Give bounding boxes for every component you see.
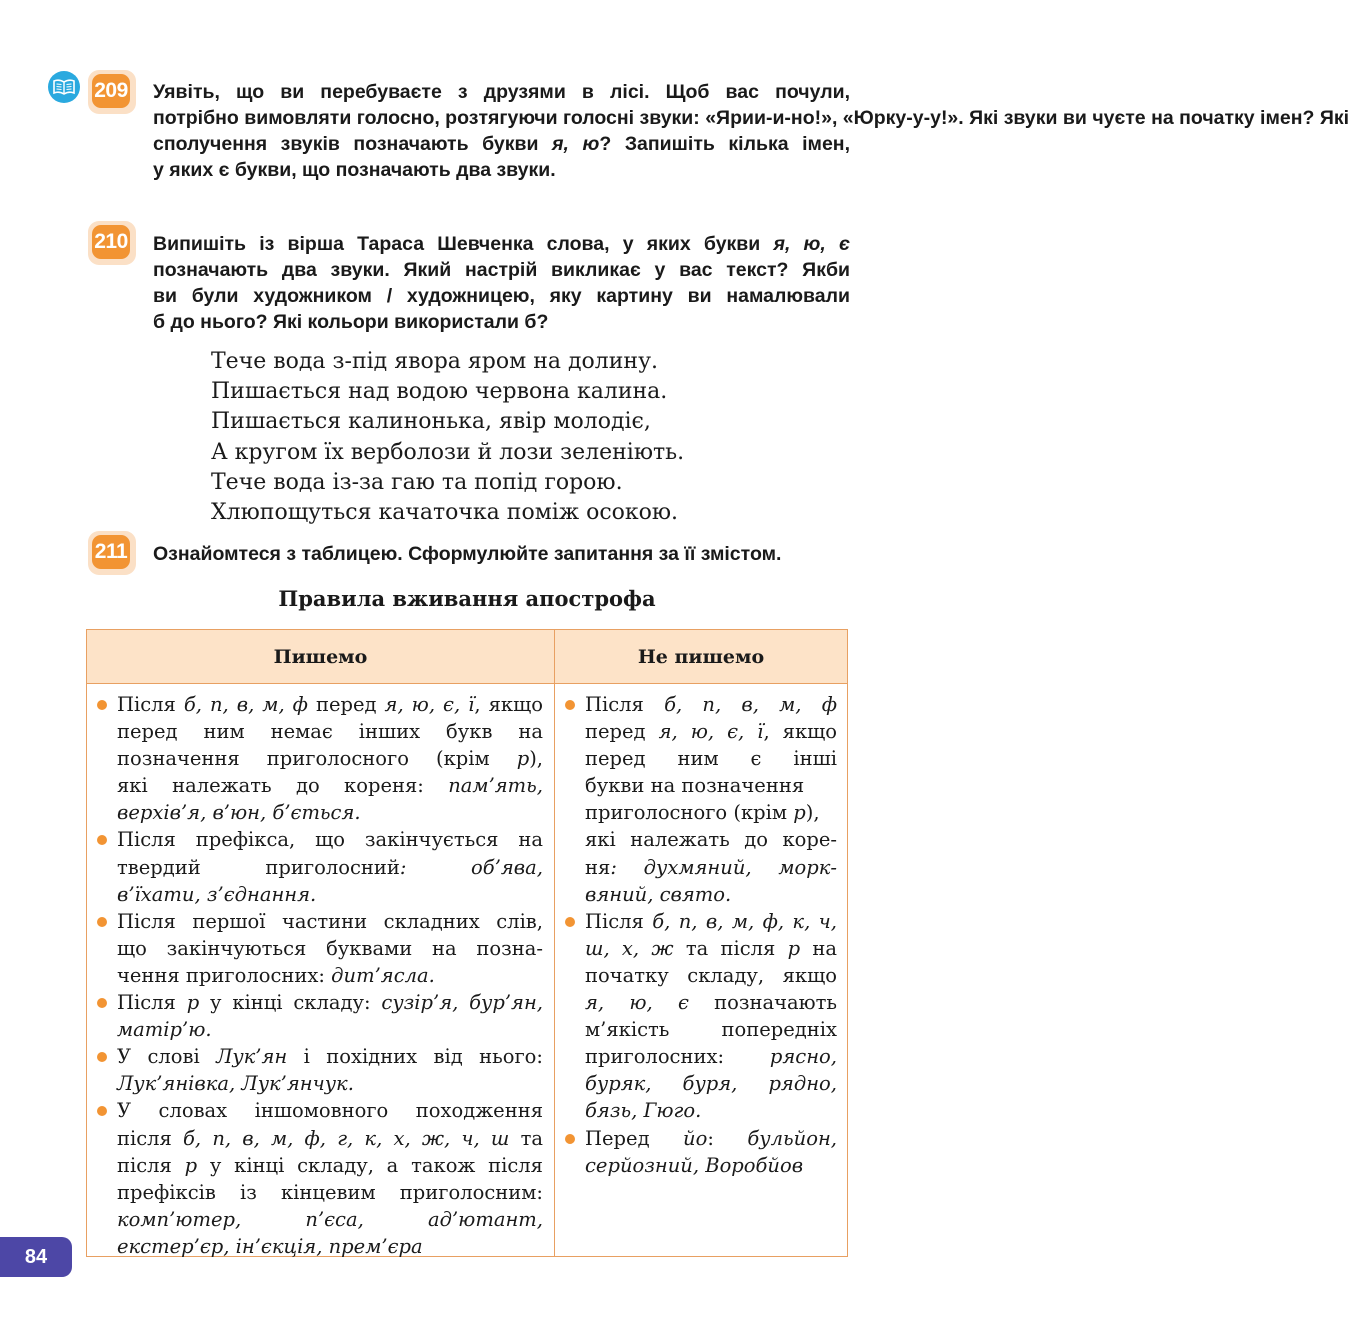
rule-item: У слові Лук’ян і похідних від нього: Лук’янівка, Лук’янчук.: [117, 1043, 543, 1097]
task-210-text: Випишіть із вірша Тараса Шевченка слова, у яких букви я, ю, є позначають два звуки. Який настрій викликає у вас текст? Якби ви були художником / художницею, яку картину ви намалювали б до нього? Які кольори використали б?: [153, 233, 850, 333]
table-title: Правила вживання апострофа: [278, 586, 656, 611]
task-209-line: сполучення звуків позначають букви я, ю? Запишіть кілька імен,: [153, 133, 850, 155]
poem-line: Тече вода із-за гаю та попід горою.: [211, 469, 623, 495]
task-211-text: Ознайомтеся з таблицею. Сформулюйте запитання за її змістом.: [153, 543, 782, 565]
bullet-dot: [97, 998, 107, 1008]
bullet-dot: [565, 1134, 575, 1144]
poem-line: Пишається калинонька, явір молодіє,: [211, 409, 651, 435]
page-number: 84: [0, 1237, 72, 1277]
rule-item: Після р у кінці складу: сузір’я, бур’ян, матір’ю.: [117, 989, 543, 1043]
rules-table: [86, 629, 848, 1257]
rule-item: Після б, п, в, м, ф, к, ч, ш, х, ж та після р на початку складу, якщо я, ю, є позначають м’якість попередніх приголосних: рясно, буряк, буря, рядно, бязь, Гюго.: [585, 908, 837, 1125]
header-write: Пишемо: [273, 645, 368, 668]
rule-item: Після першої частини складних слів, що закінчуються буквами на позна- чення приголосних: дит’ясла.: [117, 908, 543, 989]
bullet-dot: [97, 1052, 107, 1062]
table-header-row: [87, 630, 847, 684]
rule-item: Після б, п, в, м, ф перед я, ю, є, ї, якщо перед ним є інші букви на позначення приголосного (крім р), які належать до коре- ня: духмяний, морк- вяний, свято.: [585, 691, 837, 908]
write-rules: [117, 691, 543, 1260]
bullet-dot: [565, 700, 575, 710]
poem-line: Тече вода з-під явора яром на долину.: [211, 349, 659, 374]
bullet-dot: [97, 1106, 107, 1116]
bullet-dot: [565, 917, 575, 927]
header-dont-write: Не пишемо: [637, 645, 765, 668]
bullet-dot: [97, 917, 107, 927]
rule-item: Перед йо: бульйон, серйозний, Воробйов: [585, 1125, 837, 1179]
poem: [211, 347, 684, 528]
task-209-line: у яких є букви, що позначають два звуки.: [153, 159, 556, 181]
task-209-line: потрібно вимовляти голосно, розтягуючи голосні звуки: «Ярии-и-но!», «Юрку-у-у!». Які звуки ви чуєте на початку імен? Які: [153, 107, 1349, 129]
poem-line: Пишається над водою червона калина.: [211, 379, 668, 405]
poem-line: Хлюпощуться качаточка поміж осокою.: [211, 500, 679, 526]
rule-item: Після префікса, що закінчується на твердий приголосний: об’ява, в’їхати, з’єднання.: [117, 826, 543, 907]
task-209-text: [153, 79, 1349, 183]
task-number-209: 209: [88, 70, 136, 114]
rule-item: Після б, п, в, м, ф перед я, ю, є, ї, якщо перед ним немає інших букв на позначення приголосного (крім р), які належать до кореня: пам’ять, верхів’я, в’юн, б’ється.: [117, 691, 543, 826]
rule-item: У словах іншомовного походження після б, п, в, м, ф, г, к, х, ж, ч, ш та після р у кінці складу, а також після префіксів із кінцевим приголосним: комп’ютер, п’єса, ад’ютант, екстер’єр, ін’єкція, прем’єра: [117, 1097, 543, 1260]
task-209-line: Уявіть, що ви перебуваєте з друзями в лісі. Щоб вас почули,: [153, 81, 850, 103]
task-number-210: 210: [88, 221, 136, 265]
poem-line: А кругом їх верболози й лози зеленіють.: [211, 439, 685, 465]
column-divider: [554, 630, 555, 1256]
bullet-dot: [97, 835, 107, 845]
book-icon: [48, 71, 80, 103]
task-number-211: 211: [88, 531, 136, 575]
bullet-dot: [97, 700, 107, 710]
dont-write-rules: [585, 691, 837, 1179]
